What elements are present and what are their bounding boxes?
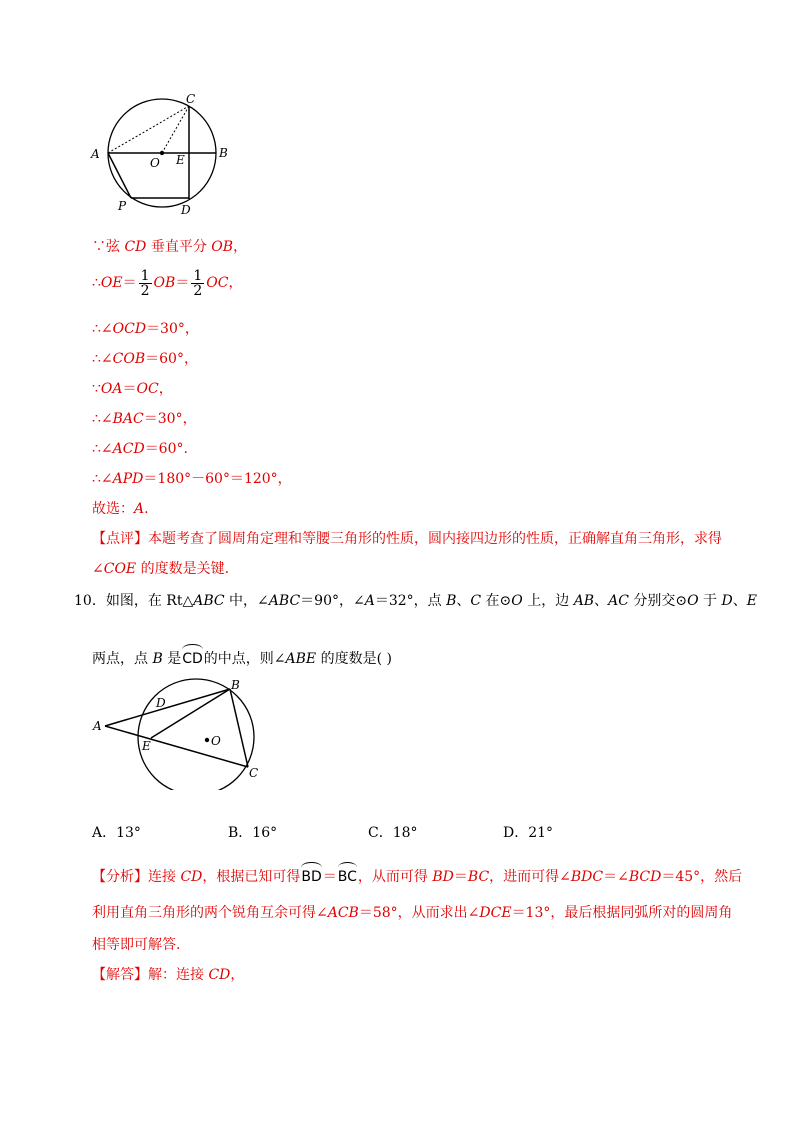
var: DCE xyxy=(479,905,512,921)
text: ，从而可得 xyxy=(357,869,433,885)
option-a[interactable]: A．13° xyxy=(92,825,141,841)
question-10-line-2 xyxy=(92,644,392,668)
var: OC xyxy=(206,275,229,291)
solution-line-3 xyxy=(92,320,199,338)
text: 中，∠ xyxy=(224,593,269,609)
arc-bd: BD xyxy=(301,862,321,886)
fraction-half xyxy=(191,269,204,298)
segment-ac-dashed xyxy=(108,106,189,153)
segment-ap xyxy=(108,153,131,198)
var: A xyxy=(134,501,145,517)
text: 故选： xyxy=(92,501,134,517)
numerator: 1 xyxy=(140,267,150,284)
label-d: D xyxy=(156,696,166,710)
segment-bc xyxy=(230,689,248,767)
text: ＝30°， xyxy=(146,321,199,337)
text: 是 xyxy=(162,651,182,667)
var: A xyxy=(364,593,375,609)
text: ，进而可得∠ xyxy=(489,869,571,885)
var: D xyxy=(721,593,733,609)
var: ABC xyxy=(193,593,225,609)
segment-ab xyxy=(105,689,230,726)
text: ∠ xyxy=(92,561,104,577)
text: ＝ xyxy=(322,869,337,885)
text: ＝45°，然后 xyxy=(661,869,743,885)
fraction-half xyxy=(139,269,152,298)
text: ＝180°－60°＝120°， xyxy=(143,471,292,487)
text: 的度数是( ) xyxy=(316,651,392,667)
var: OA xyxy=(100,381,123,397)
var: AC xyxy=(608,593,629,609)
label-e: E xyxy=(142,739,151,753)
solution-line-4 xyxy=(92,350,198,368)
var: BCD xyxy=(628,869,662,885)
text: ∴∠ xyxy=(92,411,113,427)
text: 的中点，则∠ xyxy=(203,651,286,667)
var: E xyxy=(746,593,757,609)
label-a: A xyxy=(91,147,100,161)
solution-line-8 xyxy=(92,470,292,488)
text: 、 xyxy=(732,593,747,609)
analysis-line-2 xyxy=(92,904,732,922)
option-b[interactable]: B．16° xyxy=(228,825,278,841)
text: ＝∠ xyxy=(603,869,629,885)
option-c[interactable]: C．18° xyxy=(368,825,418,841)
text: ∴∠ xyxy=(92,471,113,487)
text: ， xyxy=(158,381,173,397)
label-o: O xyxy=(150,156,160,170)
option-d[interactable]: D．21° xyxy=(503,825,554,841)
var: CD xyxy=(180,869,203,885)
var: OC xyxy=(136,381,159,397)
var: CD xyxy=(124,239,147,255)
text: . xyxy=(144,501,149,517)
text: 如图，在 Rt△ xyxy=(105,593,194,609)
var: BDC xyxy=(570,869,604,885)
var: COE xyxy=(103,561,137,577)
comment-line-2 xyxy=(92,560,229,578)
solution-line-2 xyxy=(92,268,242,298)
var: BD xyxy=(432,869,454,885)
arc-bc: BC xyxy=(338,862,357,886)
text: 本题考查了圆周角定理和等腰三角形的性质，圆内接四边形的性质，正确解直角三角形，求得 xyxy=(148,531,722,547)
comment-line-1 xyxy=(92,530,722,548)
analysis-tag: 【分析】 xyxy=(92,869,148,885)
center-point-o xyxy=(160,151,164,155)
comment-tag: 【点评】 xyxy=(92,531,148,547)
figure-1-circle-diagram xyxy=(88,92,248,222)
var: OE xyxy=(100,275,123,291)
var: ACB xyxy=(327,905,359,921)
denominator: 2 xyxy=(193,282,203,299)
text: ， xyxy=(230,967,245,983)
text: ＝60°. xyxy=(144,441,188,457)
var: B xyxy=(446,593,457,609)
label-b: B xyxy=(219,146,228,160)
solution-line-1 xyxy=(92,238,247,256)
label-c: C xyxy=(249,766,259,780)
solution-line-9 xyxy=(92,500,149,518)
label-a: A xyxy=(93,719,102,733)
text: 两点，点 xyxy=(92,651,153,667)
var: CD xyxy=(208,967,231,983)
denominator: 2 xyxy=(140,282,150,299)
text: ＝58°，从而求出∠ xyxy=(358,905,480,921)
var: OCD xyxy=(112,321,147,337)
var: BC xyxy=(467,869,490,885)
text: 在⊙ xyxy=(481,593,512,609)
text: ＝ xyxy=(175,275,190,291)
solution-line-5 xyxy=(92,380,173,398)
label-e: E xyxy=(176,153,185,167)
text: 于 xyxy=(698,593,722,609)
label-o: O xyxy=(211,734,221,748)
text: ＝ xyxy=(453,869,468,885)
text: 上，边 xyxy=(522,593,574,609)
var: BAC xyxy=(112,411,144,427)
analysis-line-1 xyxy=(92,862,742,886)
text: ∴∠ xyxy=(92,321,113,337)
arc-cd: CD xyxy=(182,644,203,668)
var: O xyxy=(511,593,523,609)
text: 、 xyxy=(594,593,609,609)
text: ＝13°，最后根据同弧所对的圆周角 xyxy=(511,905,733,921)
text: 相等即可解答. xyxy=(92,937,181,953)
var: OB xyxy=(211,239,234,255)
var: B xyxy=(152,651,163,667)
var: ABC xyxy=(268,593,301,609)
var: O xyxy=(687,593,699,609)
label-d: D xyxy=(181,203,191,217)
solution-line-6 xyxy=(92,410,197,428)
var: COB xyxy=(112,351,146,367)
text: ，根据已知可得 xyxy=(202,869,301,885)
text: ∴ xyxy=(92,275,101,291)
question-10-line-1 xyxy=(74,592,757,610)
text: ∵ xyxy=(92,381,101,397)
center-point-o xyxy=(205,738,209,742)
label-p: P xyxy=(118,199,127,213)
text: ， xyxy=(233,239,248,255)
var: ACD xyxy=(112,441,145,457)
var: AB xyxy=(573,593,595,609)
label-b: B xyxy=(231,678,240,692)
text: 解：连接 xyxy=(148,967,209,983)
var: APD xyxy=(112,471,144,487)
text: 分别交⊙ xyxy=(628,593,688,609)
figure-2-circle-triangle-diagram xyxy=(88,678,268,790)
text: 利用直角三角形的两个锐角互余可得∠ xyxy=(92,905,328,921)
text: ＝90°，∠ xyxy=(300,593,365,609)
text: ＝ xyxy=(122,381,137,397)
segment-oc-dashed xyxy=(162,106,189,153)
var: C xyxy=(470,593,482,609)
text: 、 xyxy=(456,593,471,609)
text: ＝60°， xyxy=(145,351,198,367)
solution-line-7 xyxy=(92,440,188,458)
text: ∵弦 xyxy=(92,239,125,255)
text: ＝ xyxy=(122,275,137,291)
numerator: 1 xyxy=(193,267,203,284)
segment-ac xyxy=(105,726,248,767)
var: ABE xyxy=(285,651,317,667)
text: ＝32°，点 xyxy=(374,593,447,609)
analysis-line-3 xyxy=(92,936,180,954)
label-c: C xyxy=(186,92,196,106)
text: 的度数是关键. xyxy=(136,561,230,577)
answer-line xyxy=(92,966,244,984)
text: ， xyxy=(228,275,243,291)
text: 垂直平分 xyxy=(146,239,212,255)
answer-tag: 【解答】 xyxy=(92,967,148,983)
text: 连接 xyxy=(148,869,181,885)
text: ∴∠ xyxy=(92,351,113,367)
var: OB xyxy=(153,275,176,291)
text: ∴∠ xyxy=(92,441,113,457)
text: ＝30°， xyxy=(143,411,197,427)
question-number: 10． xyxy=(74,593,106,609)
